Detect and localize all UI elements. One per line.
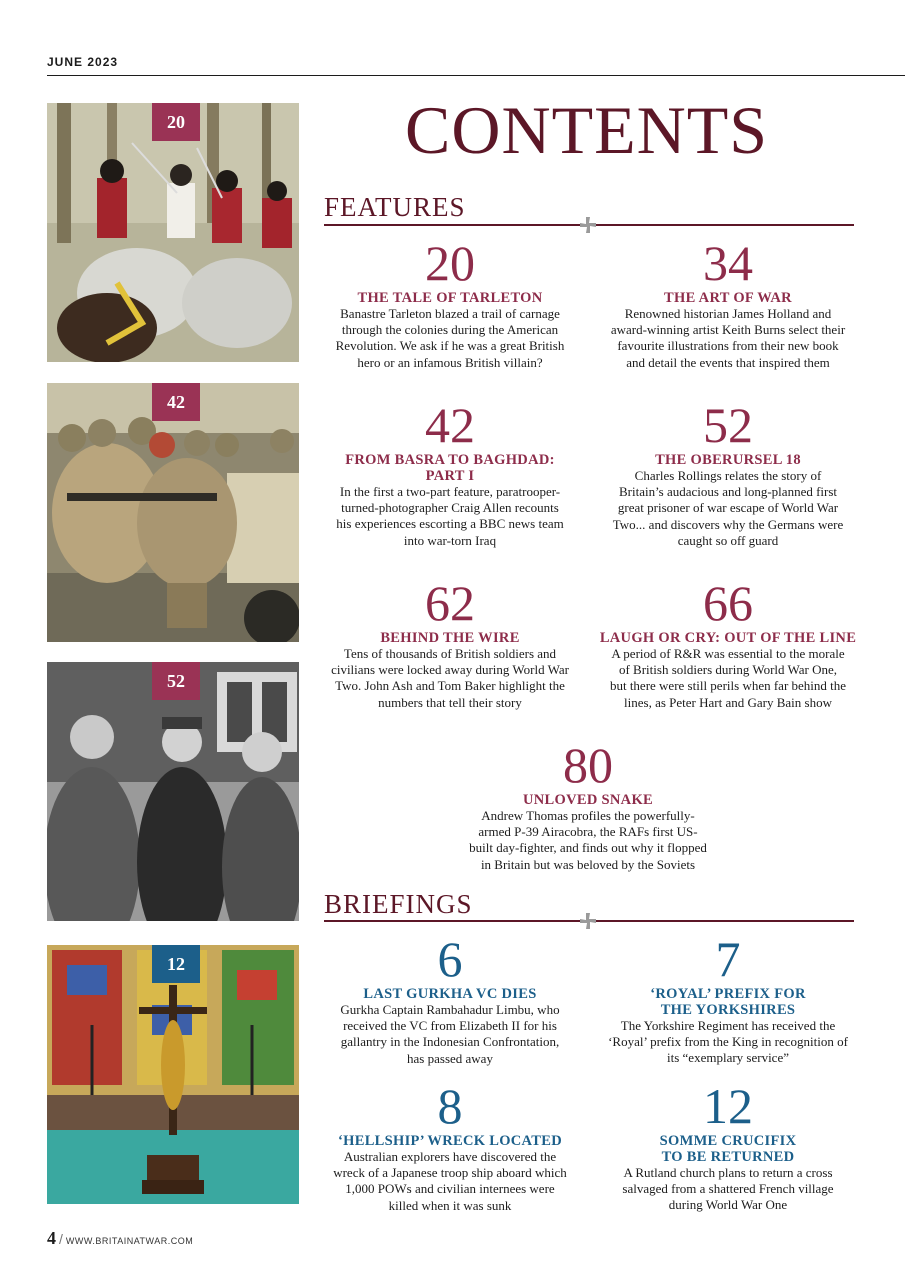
feature-title: THE TALE OF TARLETON — [357, 290, 543, 306]
briefing-page-number: 12 — [703, 1078, 753, 1134]
feature-desc-line: of British soldiers during World War One, — [618, 662, 838, 678]
briefing-desc-line: received the VC from Elizabeth II for his — [343, 1018, 557, 1034]
photo-ww2-airmen — [47, 662, 299, 921]
feature-title-line2: PART I — [425, 468, 475, 484]
briefing-desc-line: 1,000 POWs and civilian internees were — [345, 1181, 555, 1197]
page-number: 4 — [47, 1228, 56, 1248]
briefings-heading: BRIEFINGS — [324, 889, 473, 919]
website-link[interactable]: WWW.BRITAINATWAR.COM — [65, 1236, 194, 1246]
briefing-title-line2: TO BE RETURNED — [661, 1149, 795, 1165]
page-badge-12: 12 — [152, 945, 200, 983]
iron-cross-icon — [580, 217, 596, 233]
feature-desc-line: Andrew Thomas profiles the powerfully- — [481, 808, 695, 823]
feature-desc-line: built day-fighter, and finds out why it flopped — [469, 840, 707, 856]
photo-tarleton-cavalry — [47, 103, 299, 362]
briefing-title: ‘ROYAL’ PREFIX FOR — [650, 986, 806, 1002]
feature-page-number: 66 — [703, 575, 753, 631]
briefing-page-number: 6 — [437, 931, 463, 987]
feature-desc-line: award-winning artist Keith Burns select their — [610, 322, 846, 338]
feature-page-number: 62 — [425, 575, 475, 631]
feature-desc-line: Charles Rollings relates the story of — [634, 468, 822, 483]
feature-page-number: 20 — [425, 235, 475, 291]
feature-title: LAUGH OR CRY: OUT OF THE LINE — [599, 630, 857, 646]
feature-entry-20[interactable] — [320, 235, 580, 371]
feature-desc-line: and detail the events that inspired them — [626, 354, 830, 370]
feature-desc-line: In the first a two-part feature, paratrooper- — [339, 484, 561, 499]
header-rule — [47, 75, 905, 76]
feature-desc-line: great prisoner of war escape of World War — [617, 500, 839, 516]
feature-desc-line: Revolution. We ask if he was a great British — [335, 338, 565, 354]
feature-desc-line: Renowned historian James Holland and — [624, 306, 832, 321]
briefing-entry-6[interactable] — [320, 931, 580, 1067]
issue-date: JUNE 2023 — [47, 55, 119, 69]
feature-desc-line: armed P-39 Airacobra, the RAFs first US- — [478, 824, 698, 840]
briefing-desc-line: The Yorkshire Regiment has received the — [620, 1018, 836, 1033]
briefing-page-number: 7 — [715, 931, 741, 987]
page-badge-20: 20 — [152, 103, 200, 141]
page-footer — [47, 1228, 193, 1249]
feature-title: THE OBERURSEL 18 — [655, 452, 801, 468]
feature-desc-line: through the colonies during the American — [341, 322, 559, 338]
briefing-desc-line: Australian explorers have discovered the — [343, 1149, 557, 1164]
briefing-entry-7[interactable] — [598, 931, 858, 1067]
page-badge-42: 42 — [152, 383, 200, 421]
feature-desc-line: civilians were locked away during World War — [331, 662, 569, 678]
soldiers-truck-image — [47, 383, 299, 642]
briefing-desc-line: has passed away — [407, 1050, 493, 1066]
feature-desc-line: favourite illustrations from their new book — [617, 338, 839, 354]
briefing-title: SOMME CRUCIFIX — [659, 1133, 797, 1149]
features-heading: FEATURES — [324, 192, 466, 222]
contents-title: CONTENTS — [405, 92, 769, 168]
feature-desc-line: his experiences escorting a BBC news team — [336, 516, 564, 532]
feature-entry-80[interactable] — [458, 737, 718, 873]
airmen-image — [47, 662, 299, 921]
feature-entry-34[interactable] — [598, 235, 858, 371]
feature-desc-line: Two. John Ash and Tom Baker highlight the — [335, 678, 565, 694]
briefing-desc-line: A Rutland church plans to return a cross — [623, 1165, 833, 1180]
feature-page-number: 34 — [703, 235, 753, 291]
photo-soldiers-truck — [47, 383, 299, 642]
briefing-title: LAST GURKHA VC DIES — [363, 986, 537, 1002]
feature-desc-line: numbers that tell their story — [378, 694, 522, 710]
feature-title: FROM BASRA TO BAGHDAD: — [345, 452, 555, 468]
briefing-desc-line: during World War One — [668, 1197, 788, 1213]
feature-entry-52[interactable] — [598, 397, 858, 549]
briefing-desc-line: Gurkha Captain Rambahadur Limbu, who — [340, 1002, 560, 1017]
feature-desc-line: in Britain but was beloved by the Soviets — [480, 856, 696, 872]
briefing-desc-line: wreck of a Japanese troop ship aboard which — [333, 1165, 567, 1181]
briefing-desc-line: ‘Royal’ prefix from the King in recognition of — [608, 1034, 848, 1050]
feature-desc-line: Two... and discovers why the Germans were — [612, 516, 844, 532]
cavalry-painting-image — [47, 103, 299, 362]
briefing-desc-line: killed when it was sunk — [388, 1197, 512, 1213]
feature-page-number: 80 — [563, 737, 613, 793]
briefing-title-line2: THE YORKSHIRES — [660, 1002, 796, 1018]
feature-desc-line: Tens of thousands of British soldiers and — [343, 646, 557, 661]
briefing-desc-line: salvaged from a shattered French village — [622, 1181, 834, 1197]
briefing-desc-line: its “exemplary service” — [667, 1050, 789, 1066]
feature-page-number: 42 — [425, 397, 475, 453]
iron-cross-icon — [580, 913, 596, 929]
crucifix-image — [47, 945, 299, 1204]
feature-desc-line: A period of R&R was essential to the morale — [611, 646, 845, 661]
briefing-entry-8[interactable] — [320, 1078, 580, 1214]
briefing-page-number: 8 — [437, 1078, 463, 1134]
feature-desc-line: turned-photographer Craig Allen recounts — [341, 500, 559, 516]
feature-desc-line: hero or an infamous British villain? — [357, 354, 543, 370]
feature-page-number: 52 — [703, 397, 753, 453]
feature-entry-42[interactable] — [320, 397, 580, 549]
feature-desc-line: Britain’s audacious and long-planned first — [618, 484, 838, 500]
feature-desc-line: Banastre Tarleton blazed a trail of carnage — [340, 306, 560, 321]
feature-title: THE ART OF WAR — [664, 290, 792, 306]
feature-desc-line: into war-torn Iraq — [403, 532, 497, 548]
feature-desc-line: caught so off guard — [677, 532, 779, 548]
feature-title: BEHIND THE WIRE — [380, 630, 520, 646]
feature-title: UNLOVED SNAKE — [523, 792, 653, 808]
briefing-entry-12[interactable] — [598, 1078, 858, 1214]
feature-desc-line: but there were still perils when far behind the — [609, 678, 847, 694]
feature-entry-66[interactable] — [598, 575, 858, 711]
briefing-desc-line: gallantry in the Indonesian Confrontation, — [340, 1034, 560, 1050]
photo-somme-crucifix — [47, 945, 299, 1204]
feature-desc-line: lines, as Peter Hart and Gary Bain show — [624, 694, 832, 710]
footer-separator: / — [59, 1231, 63, 1247]
feature-entry-62[interactable] — [320, 575, 580, 711]
briefing-title: ‘HELLSHIP’ WRECK LOCATED — [338, 1133, 562, 1149]
page-badge-52: 52 — [152, 662, 200, 700]
